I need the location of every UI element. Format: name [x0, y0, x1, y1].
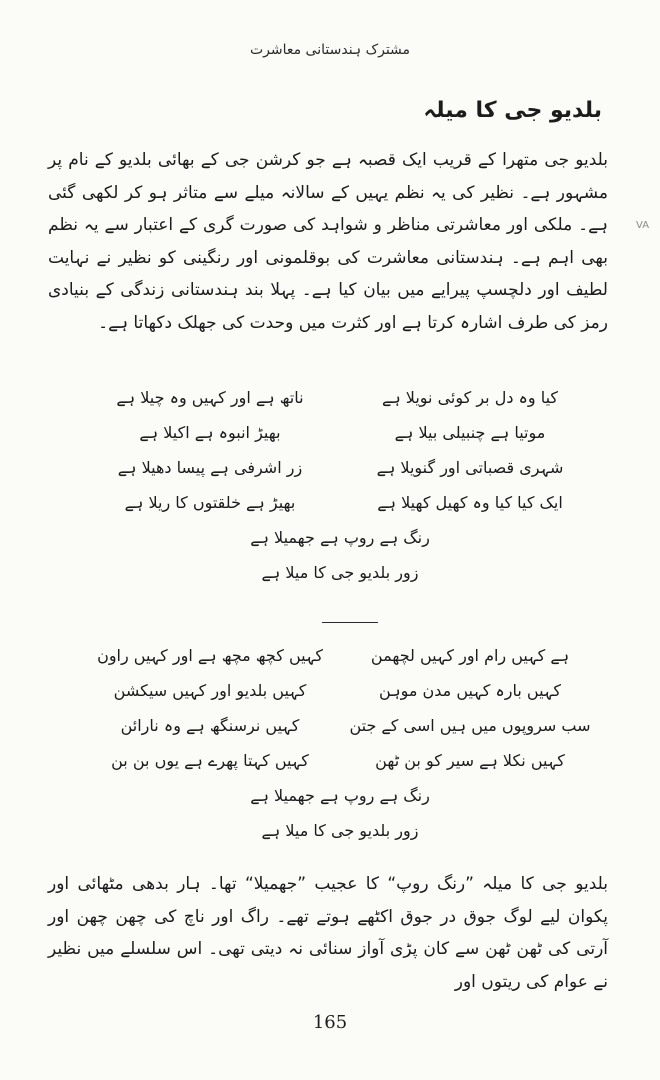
hemistich-first: کیا وہ دل بر کوئی نویلا ہے — [381, 388, 559, 407]
hemistich-first: شہری قصباتی اور گنویلا ہے — [376, 458, 564, 477]
hemistich-first: کہیں نکلا ہے سیر کو بن ٹھن — [375, 751, 565, 770]
poem-line — [80, 673, 600, 708]
poem-line — [80, 743, 600, 778]
poem-line — [80, 638, 600, 673]
hemistich-second: زر اشرفی ہے پیسا دھیلا ہے — [117, 458, 303, 477]
hemistich-first: موتیا ہے چنبیلی بیلا ہے — [394, 423, 546, 442]
margin-mark: VA — [636, 220, 650, 231]
hemistich-second: کہیں کچھ مچھ ہے اور کہیں راون — [97, 646, 323, 665]
poem-line — [80, 380, 600, 415]
poem-stanza-2 — [80, 638, 600, 848]
refrain-text: رنگ ہے روپ ہے جھمیلا ہے — [250, 786, 430, 805]
hemistich-first: سب سروپوں میں ہیں اسی کے جتن — [349, 716, 591, 735]
hemistich-second: کہیں بلدیو اور کہیں سیکشن — [113, 681, 307, 700]
poem-line — [80, 415, 600, 450]
refrain-line — [80, 813, 600, 848]
page-number: 165 — [312, 1012, 348, 1033]
hemistich-first: کہیں بارہ کہیں مدن موہن — [379, 681, 561, 700]
poem-stanza-1 — [80, 380, 600, 590]
hemistich-second: کہیں نرسنگھ ہے وہ نارائن — [120, 716, 300, 735]
hemistich-first: ایک کیا کیا وہ کھیل کھیلا ہے — [377, 493, 563, 512]
refrain-line — [80, 555, 600, 590]
hemistich-second: کہیں کہتا پھرے ہے یوں بن بن — [111, 751, 309, 770]
section-title: بلدیو جی کا میلہ — [423, 98, 602, 123]
stanza-divider — [322, 622, 378, 623]
refrain-text: زور بلدیو جی کا میلا ہے — [261, 563, 419, 582]
hemistich-first: ہے کہیں رام اور کہیں لچھمن — [370, 646, 570, 665]
hemistich-second: بھیڑ ہے خلقتوں کا ریلا ہے — [124, 493, 296, 512]
hemistich-second: ناتھ ہے اور کہیں وہ چیلا ہے — [116, 388, 304, 407]
refrain-text: رنگ ہے روپ ہے جھمیلا ہے — [250, 528, 430, 547]
refrain-line — [80, 778, 600, 813]
poem-line — [80, 450, 600, 485]
closing-paragraph: بلدیو جی کا میلہ ”رنگ روپ“ کا عجیب ”جھمیلا“ تھا۔ ہار بدھی مٹھائی اور پکوان لیے لوگ جوق در جوق اکٹھے ہوتے تھے۔ راگ اور ناچ کی چھن چھن اور آرتی کی ٹھن ٹھن سے کان پڑی آواز سنائی نہ دیتی تھی۔ اس سلسلے میں نظیر نے عوام کی ریتوں اور — [48, 874, 608, 992]
intro-paragraph: بلدیو جی متھرا کے قریب ایک قصبہ ہے جو کرشن جی کے بھائی بلدیو کے نام پر مشہور ہے۔ نظیر کی یہ نظم یہیں کے سالانہ میلے سے متاثر ہو کر لکھی گئی ہے۔ ملکی اور معاشرتی مناظر و شواہد کی صورت گری کے اعتبار سے یہ نظم بھی اہم ہے۔ ہندستانی معاشرت کی بوقلمونی اور رنگینی کو نظیر نے نہایت لطیف اور دلچسپ پیرایے میں بیان کیا ہے۔ پہلا بند ہندستانی زندگی کے بنیادی رمز کی طرف اشارہ کرتا ہے اور کثرت میں وحدت کی جھلک دکھاتا ہے۔ — [48, 150, 608, 333]
refrain-line — [80, 520, 600, 555]
poem-line — [80, 485, 600, 520]
poem-line — [80, 708, 600, 743]
hemistich-second: بھیڑ انبوہ ہے اکیلا ہے — [139, 423, 281, 442]
refrain-text: زور بلدیو جی کا میلا ہے — [261, 821, 419, 840]
running-header: مشترک ہندستانی معاشرت — [249, 42, 411, 58]
